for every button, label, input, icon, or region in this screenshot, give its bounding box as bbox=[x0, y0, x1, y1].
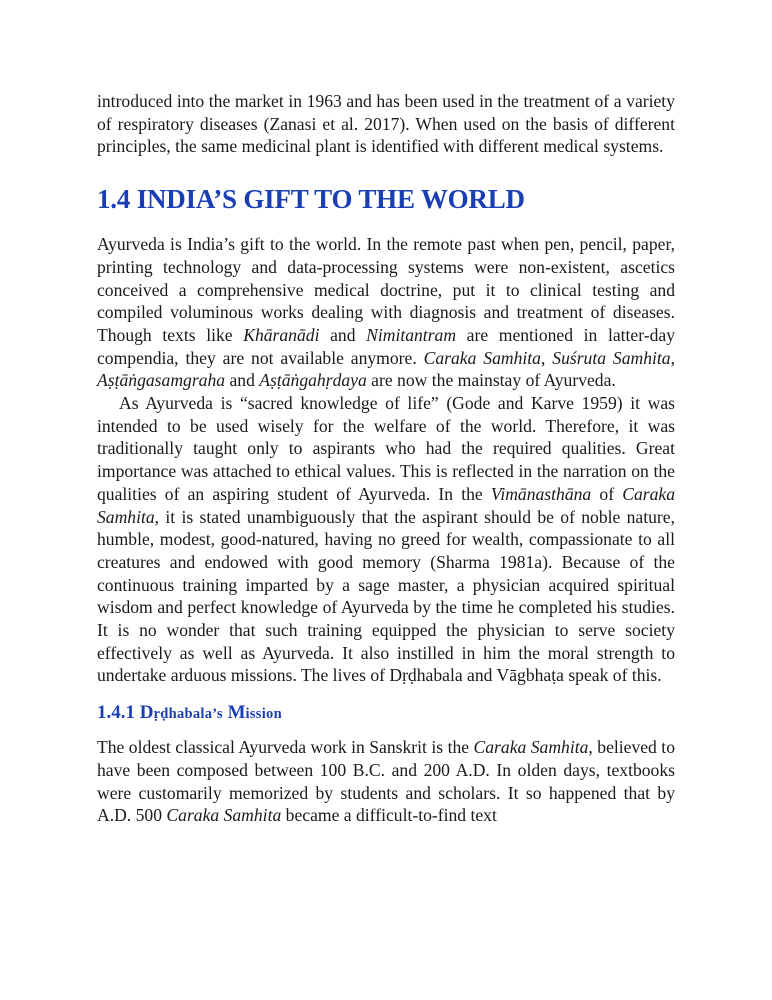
subsection-title-cap: M bbox=[227, 702, 246, 724]
subsection-heading bbox=[97, 701, 675, 726]
text-run: became a difficult-to-find text bbox=[281, 805, 497, 826]
text-run: , believed to have been composed between 100 B.C. and 200 A.D. In olden days, textbooks were customarily memorized by students and scholars. It so happened that by A.D. 500 bbox=[97, 737, 675, 826]
subsection-title-small: ission bbox=[245, 706, 282, 723]
text-run: As Ayurveda is “sacred knowledge of life” (Gode and Karve 1959) it was intended to be used wisely for the welfare of the world. Therefore, it was traditionally taught only to aspirants who had the required qualities. Great importance was attached to ethical values. This is reflected in the narration on the qualities of an aspiring student of Ayurveda. In the bbox=[97, 393, 675, 504]
text-run: and bbox=[225, 370, 260, 391]
document-page bbox=[97, 90, 675, 827]
text-run: , it is stated unambiguously that the aspirant should be of noble nature, humble, modest, good-natured, having no greed for wealth, compassionate to all creatures and endowed with good memory (Sharma 1981a). Because of the continuous training imparted by a sage master, a physician acquired spiritual wisdom and perfect knowledge of Ayurveda by the time he completed his studies. It is no wonder that such training equipped the physician to serve society effectively as well as Ayurveda. It also instilled in him the moral strength to undertake arduous missions. The lives of Dṛḍhabala and Vāgbhaṭa speak of this. bbox=[97, 506, 675, 686]
italic-text: Suśruta Samhita bbox=[552, 347, 671, 368]
italic-text: Aṣṭāṅgasamgraha bbox=[97, 370, 226, 391]
text-run: and bbox=[319, 324, 367, 345]
italic-text: Khāranādi bbox=[243, 324, 320, 345]
text-run: of bbox=[591, 483, 623, 504]
paragraph-sacred-knowledge bbox=[97, 392, 675, 687]
text-run: The oldest classical Ayurveda work in Sanskrit is the bbox=[97, 737, 474, 758]
section-heading: 1.4 INDIA’S GIFT TO THE WORLD bbox=[97, 184, 525, 215]
paragraph-caraka-samhita bbox=[97, 736, 675, 827]
text-run: , bbox=[540, 347, 553, 368]
italic-text: Caraka Samhita bbox=[473, 737, 589, 758]
italic-text: Caraka Samhita bbox=[423, 347, 541, 368]
subsection-title-cap: D bbox=[139, 702, 154, 724]
intro-paragraph: introduced into the market in 1963 and has been used in the treatment of a variety of respiratory diseases (Zanasi et al. 2017). When used on the basis of different principles, the same medicinal plant is identified with different medical systems. bbox=[97, 91, 675, 157]
subsection-number: 1.4.1 bbox=[97, 702, 135, 724]
italic-text: Nimitantram bbox=[366, 324, 457, 345]
text-run: are now the mainstay of Ayurveda. bbox=[366, 370, 616, 391]
italic-text: Caraka Samhita bbox=[97, 483, 676, 527]
text-run: , bbox=[670, 347, 676, 368]
subsection-title-small: ṛḍhabala’s bbox=[153, 706, 223, 723]
italic-text: Aṣṭāṅgahṛdaya bbox=[259, 370, 367, 391]
italic-text: Vimānasthāna bbox=[490, 483, 592, 504]
paragraph-indias-gift bbox=[97, 233, 675, 392]
text-run: Ayurveda is India’s gift to the world. In the remote past when pen, pencil, paper, printing technology and data-processing systems were non-existent, ascetics conceived a comprehensive medical doctrine, put it to clinical testing and compiled voluminous works dealing with diagnosis and treatment of diseases. Though texts like bbox=[97, 234, 675, 345]
italic-text: Caraka Samhita bbox=[166, 805, 282, 826]
text-run: are mentioned in latter-day compendia, they are not available anymore. bbox=[97, 324, 675, 368]
